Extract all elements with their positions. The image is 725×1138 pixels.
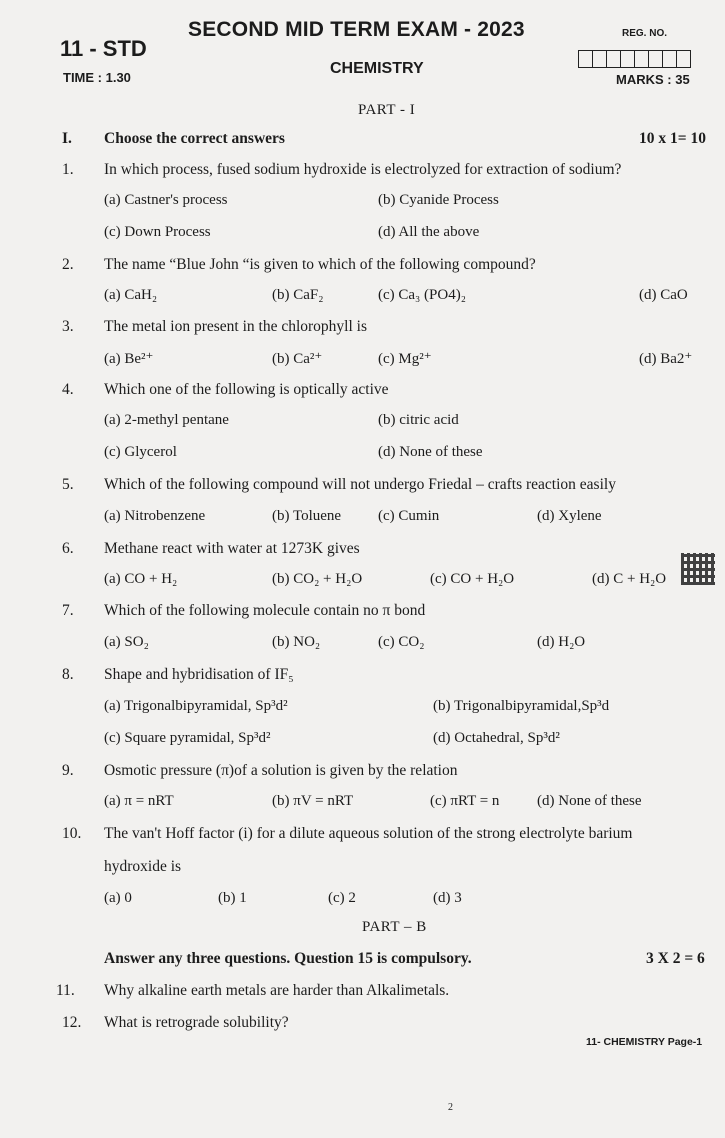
option: (d) C + H₂O [592, 571, 667, 587]
option: (b) CaF₂ [272, 287, 324, 303]
question-text: What is retrograde solubility? [104, 1014, 289, 1031]
question-text: Which of the following molecule contain no π bond [104, 602, 426, 619]
question-text: Which one of the following is optically active [104, 381, 389, 398]
option: (d) CaO [639, 287, 688, 303]
option: (d) Ba2⁺ [639, 351, 693, 367]
option: (b) πV = nRT [272, 793, 354, 809]
option: (c) Mg²⁺ [378, 351, 432, 367]
question-text: Which of the following compound will not undergo Friedal – crafts reaction easily [104, 476, 616, 493]
option: (c) Glycerol [104, 444, 177, 460]
option: (a) Castner's process [104, 192, 228, 208]
time-label: TIME : 1.30 [63, 70, 131, 85]
option: (c) πRT = n [430, 793, 500, 809]
question-text: Methane react with water at 1273K gives [104, 540, 360, 557]
part-1-marks: 10 x 1= 10 [639, 130, 706, 147]
option: (d) None of these [378, 444, 483, 460]
option: (a) 0 [104, 890, 132, 906]
qr-code-icon [681, 553, 715, 585]
question-number: 7. [62, 602, 74, 619]
option: (b) Toluene [272, 508, 342, 524]
option: (a) 2-methyl pentane [104, 412, 229, 428]
option: (b) NO₂ [272, 634, 321, 650]
question-number: 11. [56, 982, 75, 999]
option: (c) CO + H₂O [430, 571, 515, 587]
question-text: Why alkaline earth metals are harder than Alkalimetals. [104, 982, 450, 999]
option: (c) Down Process [104, 224, 211, 240]
question-number: 10. [62, 825, 82, 842]
option: (a) Trigonalbipyramidal, Sp³d² [104, 698, 288, 714]
option: (a) SO₂ [104, 634, 149, 650]
question-number: 1. [62, 161, 74, 178]
option: (d) Xylene [537, 508, 602, 524]
option: (a) π = nRT [104, 793, 174, 809]
question-text: In which process, fused sodium hydroxide is electrolyzed for extraction of sodium? [104, 161, 622, 178]
page-footer: 11- CHEMISTRY Page-1 [586, 1036, 703, 1048]
marks-label: MARKS : 35 [616, 72, 690, 87]
option: (b) citric acid [378, 412, 459, 428]
option: (a) Nitrobenzene [104, 508, 206, 524]
part-b-marks: 3 X 2 = 6 [646, 950, 705, 967]
part-1-heading: PART - I [358, 102, 416, 118]
option: (b) Trigonalbipyramidal,Sp³d [433, 698, 610, 714]
option: (d) Octahedral, Sp³d² [433, 730, 560, 746]
option: (b) CO₂ + H₂O [272, 571, 363, 587]
option: (d) 3 [433, 890, 462, 906]
option: (c) Square pyramidal, Sp³d² [104, 730, 271, 746]
option: (c) Ca₃ (PO4)₂ [378, 287, 466, 303]
part-1-instruction: Choose the correct answers [104, 130, 285, 147]
part-b-instruction: Answer any three questions. Question 15 is compulsory. [104, 950, 472, 967]
question-text: The name “Blue John “is given to which of the following compound? [104, 256, 536, 273]
question-number: 5. [62, 476, 74, 493]
option: (a) CO + H₂ [104, 571, 178, 587]
question-number: 12. [62, 1014, 82, 1031]
part-b-heading: PART – B [362, 919, 427, 935]
question-number: 2. [62, 256, 74, 273]
reg-no-label: REG. NO. [622, 28, 668, 39]
question-number: 3. [62, 318, 74, 335]
option: (a) Be²⁺ [104, 351, 154, 367]
option: (d) All the above [378, 224, 480, 240]
page-mark: 2 [448, 1102, 453, 1113]
option: (a) CaH₂ [104, 287, 158, 303]
question-number: 6. [62, 540, 74, 557]
option: (b) 1 [218, 890, 247, 906]
option: (c) 2 [328, 890, 356, 906]
section-number: I. [62, 130, 72, 147]
option: (c) CO₂ [378, 634, 425, 650]
question-text: The van't Hoff factor (i) for a dilute aqueous solution of the strong electrolyte barium [104, 825, 633, 842]
option: (c) Cumin [378, 508, 440, 524]
question-number: 4. [62, 381, 74, 398]
exam-title: SECOND MID TERM EXAM - 2023 [188, 18, 525, 41]
option: (d) H₂O [537, 634, 586, 650]
question-number: 9. [62, 762, 74, 779]
question-text: Shape and hybridisation of IF₅ [104, 666, 294, 683]
option: (b) Cyanide Process [378, 192, 499, 208]
question-number: 8. [62, 666, 74, 683]
subject-label: CHEMISTRY [330, 60, 424, 77]
option: (d) None of these [537, 793, 642, 809]
class-label: 11 - STD [60, 36, 147, 61]
question-text: Osmotic pressure (π)of a solution is given by the relation [104, 762, 458, 779]
question-text: The metal ion present in the chlorophyll is [104, 318, 368, 335]
option: (b) Ca²⁺ [272, 351, 323, 367]
reg-no-boxes [578, 50, 691, 68]
question-text-continued: hydroxide is [104, 858, 182, 875]
